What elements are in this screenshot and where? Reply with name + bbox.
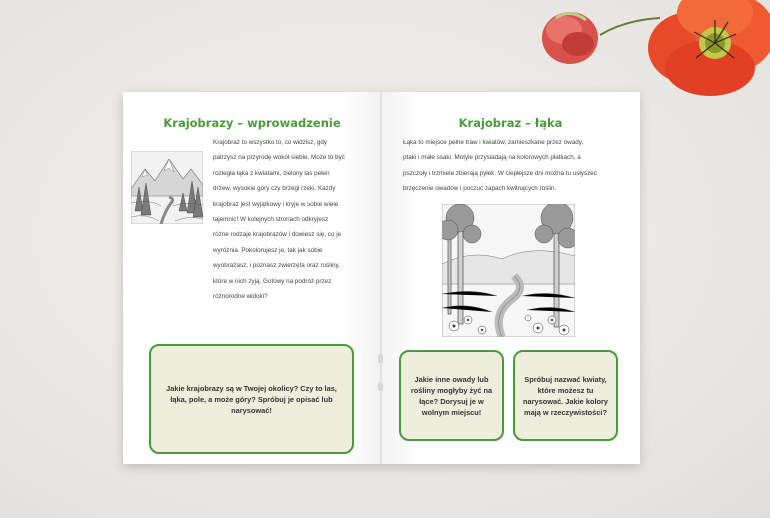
poppy-flowers-decoration (530, 0, 770, 100)
body-line: Krajobraz to wszystko to, co widzisz, gdy (213, 139, 328, 146)
body-line: rozległa łąka z kwiatami, zielony las pełen (213, 169, 330, 177)
question-box-right-1 (399, 350, 504, 441)
body-line: krajobraz jest wyjątkowy i kryje w sobie wiele (213, 200, 339, 208)
body-line: wyróżnia. Pokolorujesz je, tak jak sobie (213, 246, 323, 254)
open-booklet (123, 92, 640, 464)
body-line: różnorodne widoki? (213, 293, 268, 301)
right-page-title: Krajobraz – łąka (458, 116, 563, 130)
question-text: Jakie inne owady lub rośliny mogłyby żyć na łące? Dorysuj je w wolnym miejscu! (410, 374, 493, 417)
meadow-forest-coloring-illustration (442, 204, 575, 337)
body-line: pszczoły i trzmiele zbierają pyłek. W ciepłejsze dni można tu usłyszeć (403, 169, 597, 177)
body-line: które w nich żyją. Gotowy na podróż przez (213, 277, 332, 285)
question-text: Jakie krajobrazy są w Twojej okolicy? Czy to las, łąka, pole, a może góry? Spróbuj je opisać lub narysować! (166, 383, 337, 415)
body-line: Łąka to miejsce pełne traw i kwiatów, zamieszkane przez owady, (403, 139, 584, 146)
body-line: ptaki i małe ssaki. Motyle przysiadają na kolorowych płatkach, a (403, 154, 581, 162)
body-line: wyobrażasz, i poznasz zwierzęta oraz rośliny, (213, 262, 340, 270)
body-line: brzęczenie owadów i poczuć zapach kwitnących roślin. (403, 185, 557, 193)
body-line: patrzysz na przyrodę wokół siebie. Może to być (213, 154, 345, 162)
body-line: tajemnic! W kolejnych stronach odkryjesz (213, 216, 329, 224)
body-line: różne rodzaje krajobrazów i dowiesz się, co je (213, 231, 342, 239)
question-box-left (149, 344, 354, 454)
question-box-right-2 (513, 350, 618, 441)
left-page-title: Krajobrazy – wprowadzenie (163, 116, 341, 130)
left-page-body (213, 135, 378, 304)
booklet-spine (380, 92, 382, 464)
mountain-forest-landscape-illustration (131, 151, 203, 224)
right-page-body (403, 135, 635, 197)
question-text: Spróbuj nazwać kwiaty, które możesz tu narysować. Jakie kolory mają w rzeczywistości? (522, 374, 609, 417)
staple (378, 354, 383, 363)
body-line: drzew, wysokie góry czy brzegi rzeki. Każdy (213, 185, 336, 193)
staple (378, 382, 383, 391)
